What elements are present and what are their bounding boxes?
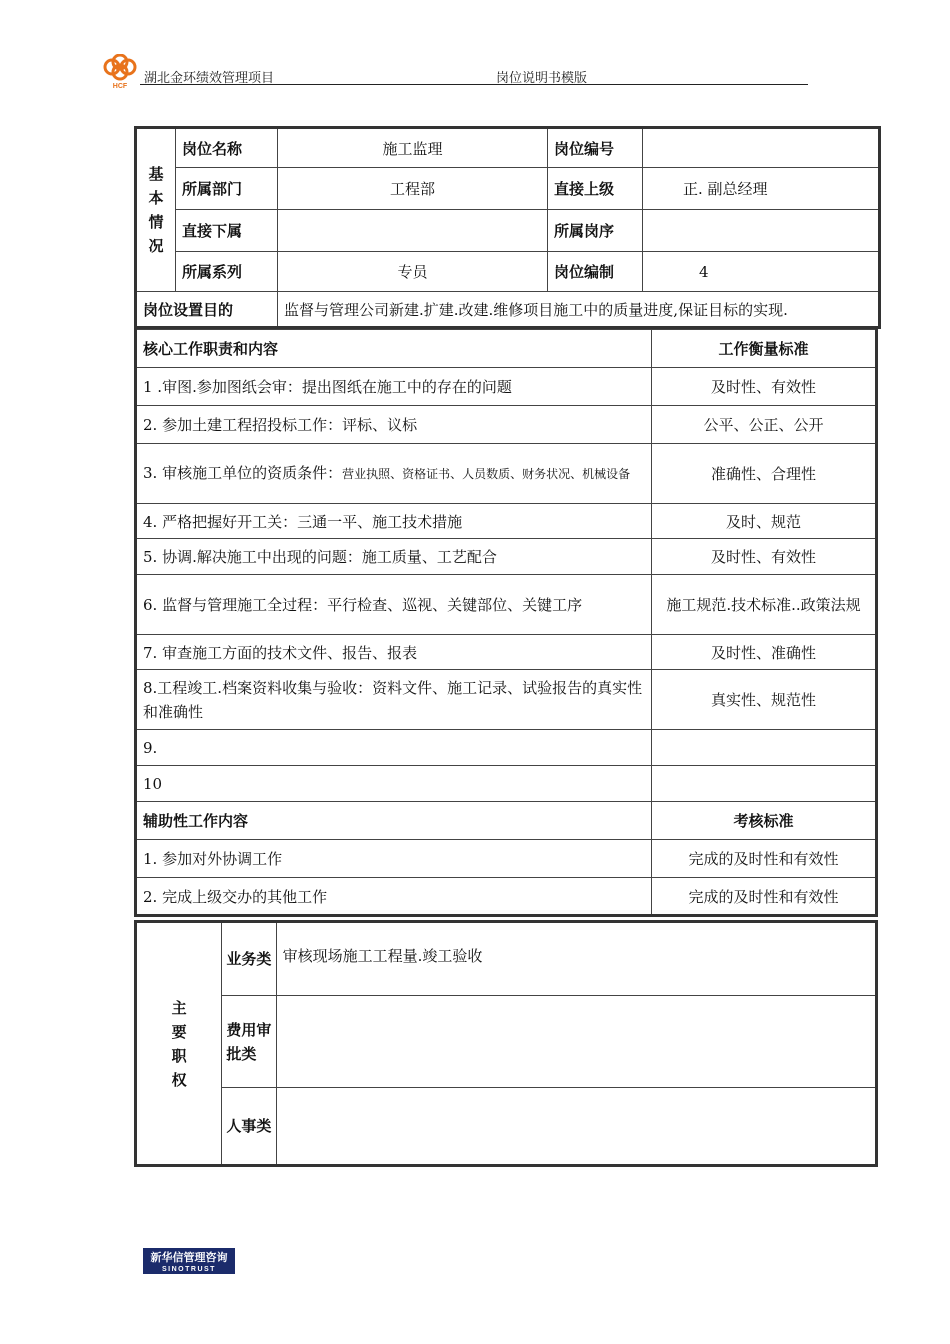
sinotrust-logo-icon <box>143 1248 235 1274</box>
value-direct-subordinate <box>278 210 548 252</box>
project-title: 湖北金环绩效管理项目 <box>144 71 275 86</box>
core-standard-8: 真实性、规范性 <box>652 670 877 730</box>
header-divider <box>140 84 808 85</box>
core-standard-6: 施工规范.技术标准..政策法规 <box>652 575 877 635</box>
label-direct-subordinate: 直接下属 <box>176 210 278 252</box>
value-department: 工程部 <box>278 168 548 210</box>
authority-text-hr <box>276 1088 876 1166</box>
value-direct-superior: 正. 副总经理 <box>643 168 880 210</box>
label-department: 所属部门 <box>176 168 278 210</box>
core-standard-7: 及时性、准确性 <box>652 635 877 670</box>
authority-label-expense: 费用审批类 <box>222 996 276 1088</box>
core-standard-1: 及时性、有效性 <box>652 368 877 406</box>
template-title: 岗位说明书模版 <box>496 71 588 86</box>
authority-label-business: 业务类 <box>222 922 276 996</box>
core-standard-header: 工作衡量标准 <box>652 330 877 368</box>
core-item-1: 1 .审图.参加图纸会审：提出图纸在施工中的存在的问题 <box>136 368 652 406</box>
core-item-3-detail: 营业执照、资格证书、人员数质、财务状况、机械设备 <box>342 467 631 481</box>
value-position-id <box>643 128 880 168</box>
page-header <box>100 52 810 92</box>
core-item-6: 6. 监督与管理施工全过程：平行检查、巡视、关键部位、关键工序 <box>136 575 652 635</box>
authority-table <box>134 920 878 1167</box>
duties-table <box>134 329 878 917</box>
value-headcount: 4 <box>643 252 880 292</box>
hcf-logo-icon <box>100 54 140 90</box>
label-position-rank: 所属岗序 <box>548 210 643 252</box>
label-position-id: 岗位编号 <box>548 128 643 168</box>
core-item-4: 4. 严格把握好开工关：三通一平、施工技术措施 <box>136 504 652 539</box>
core-item-5: 5. 协调.解决施工中出现的问题：施工质量、工艺配合 <box>136 539 652 575</box>
value-position-name: 施工监理 <box>278 128 548 168</box>
core-standard-3: 准确性、合理性 <box>652 444 877 504</box>
aux-item-2: 2. 完成上级交办的其他工作 <box>136 878 652 916</box>
aux-standard-1: 完成的及时性和有效性 <box>652 840 877 878</box>
aux-header: 辅助性工作内容 <box>136 802 652 840</box>
core-item-3 <box>136 444 652 504</box>
value-purpose: 监督与管理公司新建.扩建.改建.维修项目施工中的质量进度,保证目标的实现. <box>278 292 880 328</box>
authority-text-business: 审核现场施工工程量.竣工验收 <box>276 922 876 996</box>
aux-standard-header: 考核标准 <box>652 802 877 840</box>
svg-text:SINOTRUST: SINOTRUST <box>162 1266 216 1273</box>
label-headcount: 岗位编制 <box>548 252 643 292</box>
basic-info-table <box>134 126 881 329</box>
aux-item-1: 1. 参加对外协调工作 <box>136 840 652 878</box>
svg-text:HCF: HCF <box>112 83 128 90</box>
svg-text:新华信管理咨询: 新华信管理咨询 <box>150 1251 228 1264</box>
label-position-name: 岗位名称 <box>176 128 278 168</box>
core-item-3-text: 3. 审核施工单位的资质条件： <box>143 464 343 482</box>
core-item-10: 10 <box>136 766 652 802</box>
core-item-9: 9. <box>136 730 652 766</box>
core-item-2: 2. 参加土建工程招投标工作：评标、议标 <box>136 406 652 444</box>
core-standard-9 <box>652 730 877 766</box>
core-item-7: 7. 审查施工方面的技术文件、报告、报表 <box>136 635 652 670</box>
core-standard-2: 公平、公正、公开 <box>652 406 877 444</box>
authority-section-label: 主要职权 <box>136 922 222 1166</box>
core-header: 核心工作职责和内容 <box>136 330 652 368</box>
label-purpose: 岗位设置目的 <box>136 292 278 328</box>
aux-standard-2: 完成的及时性和有效性 <box>652 878 877 916</box>
authority-text-expense <box>276 996 876 1088</box>
value-series: 专员 <box>278 252 548 292</box>
label-series: 所属系列 <box>176 252 278 292</box>
core-standard-10 <box>652 766 877 802</box>
core-item-8: 8.工程竣工.档案资料收集与验收：资料文件、施工记录、试验报告的真实性和准确性 <box>136 670 652 730</box>
authority-label-hr: 人事类 <box>222 1088 276 1166</box>
label-direct-superior: 直接上级 <box>548 168 643 210</box>
core-standard-4: 及时、规范 <box>652 504 877 539</box>
value-position-rank <box>643 210 880 252</box>
basic-section-label: 基本情况 <box>136 128 176 292</box>
core-standard-5: 及时性、有效性 <box>652 539 877 575</box>
